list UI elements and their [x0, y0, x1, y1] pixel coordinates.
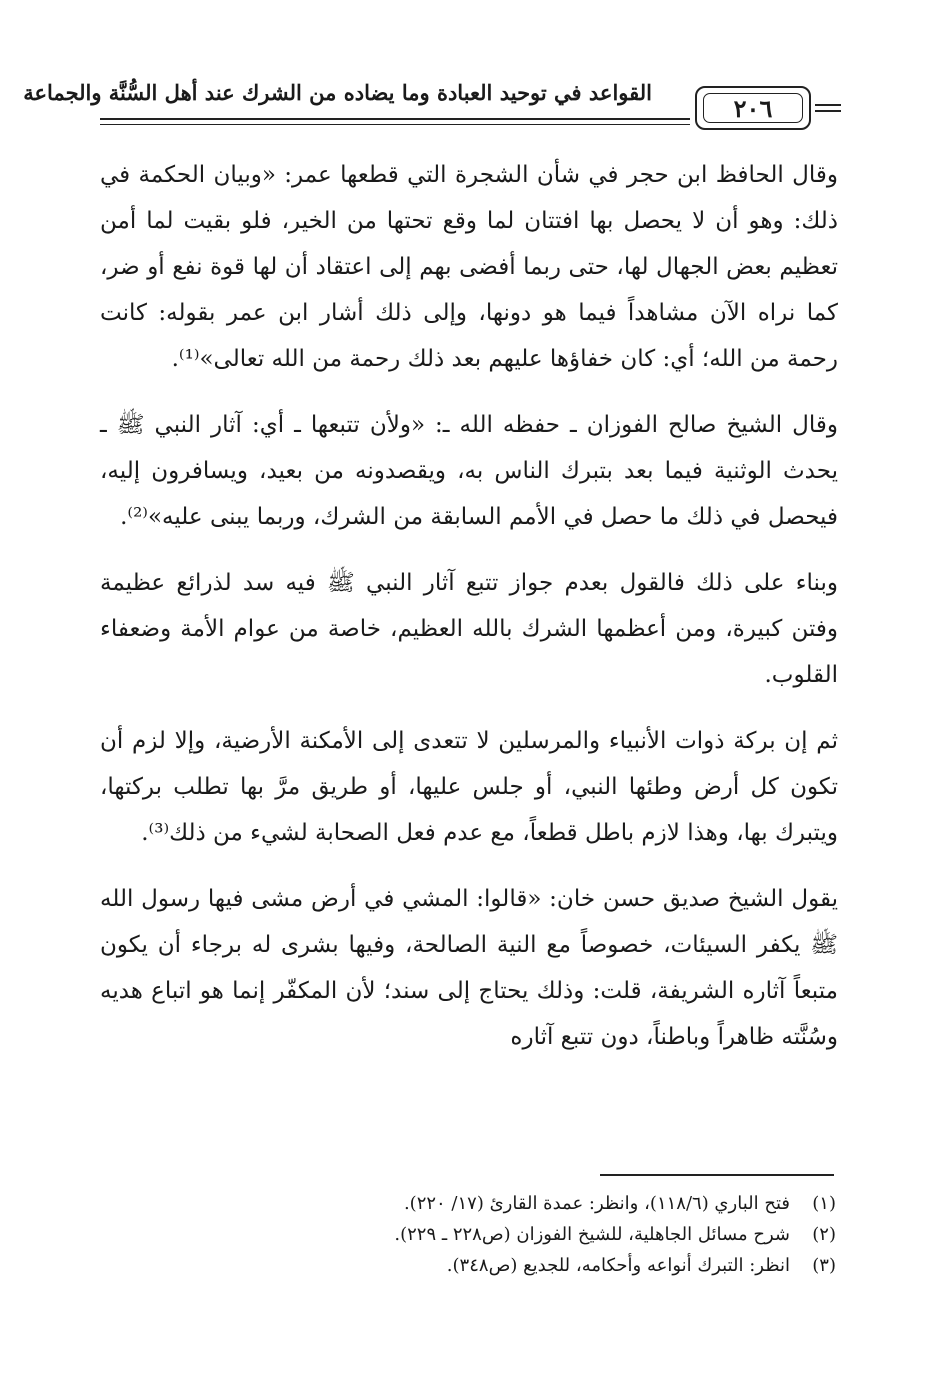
paragraph-ibn-hajar: وقال الحافظ ابن حجر في شأن الشجرة التي قطعها عمر: «وبيان الحكمة في ذلك: وهو أن لا يحصل بها افتتان لما وقع تحتها من الخير، فلو بقيت لما أمن تعظيم بعض الجهال لها، حتى ربما أفضى بهم إلى اعتقاد أن لها قوة نفع أو ضر، كما نراه الآن مشاهداً فيما هو دونها، وإلى ذلك أشار ابن عمر بقوله: كانت رحمة من الله؛ أي: كان خفاؤها عليهم بعد ذلك رحمة من الله تعالى»⁽¹⁾.: [100, 162, 838, 372]
header-rule: [100, 118, 690, 120]
footnote-text: انظر: التبرك أنواعه وأحكامه، للجديع (ص٣٤٨).: [446, 1255, 790, 1276]
footnote-separator: [600, 1174, 834, 1176]
running-header-title: القواعد في توحيد العبادة وما يضاده من الشرك عند أهل السُّنَّة والجماعة: [23, 80, 652, 105]
footnote-number: (٢): [812, 1224, 836, 1245]
paragraph-siddiq-hasan-khan: يقول الشيخ صديق حسن خان: «قالوا: المشي في أرض مشى فيها رسول الله ﷺ يكفر السيئات، خصوصاً مع النية الصالحة، وفيها بشرى له برجاء أن يكون متبعاً آثاره الشريفة، قلت: وذلك يحتاج إلى سند؛ لأن المكفّر إنما هو اتباع هديه وسُنَّته ظاهراً وباطناً، دون تتبع آثاره: [100, 886, 838, 1050]
footnote-item: [180, 1219, 836, 1250]
page-number-frame: [695, 86, 811, 130]
page-number: ٢٠٦: [733, 93, 773, 123]
footnote-item: [180, 1250, 836, 1281]
paragraph-fawzan: وقال الشيخ صالح الفوزان ـ حفظه الله ـ: «ولأن تتبعها ـ أي: آثار النبي ﷺ ـ يحدث الوثنية فيما بعد بتبرك الناس به، ويقصدونه من بعيد، ويسافرون إليه، فيحصل في ذلك ما حصل في الأمم السابقة من الشرك، وربما يبنى عليه»⁽²⁾.: [100, 412, 838, 530]
footnote-item: [180, 1188, 836, 1219]
header-ornament-line: [815, 110, 841, 112]
footnote-number: (٣): [812, 1255, 836, 1276]
footnote-text: شرح مسائل الجاهلية، للشيخ الفوزان (ص٢٢٨ ـ ٢٢٩).: [394, 1224, 790, 1245]
footnotes: [180, 1188, 836, 1281]
paragraph-blessing: ثم إن بركة ذوات الأنبياء والمرسلين لا تتعدى إلى الأمكنة الأرضية، وإلا لزم أن تكون كل أرض وطئها النبي، أو جلس عليها، أو طريق مرَّ بها تطلب بركتها، ويتبرك بها، وهذا لازم باطل قطعاً، مع عدم فعل الصحابة لشيء من ذلك⁽³⁾.: [100, 728, 838, 846]
header-rule: [100, 124, 690, 125]
footnote-number: (١): [812, 1193, 836, 1214]
paragraph-conclusion: وبناء على ذلك فالقول بعدم جواز تتبع آثار النبي ﷺ فيه سد لذرائع عظيمة وفتن كبيرة، ومن أعظمها الشرك بالله العظيم، خاصة من عوام الأمة وضعفاء القلوب.: [100, 570, 838, 688]
footnote-text: فتح الباري (١١٨/٦)، وانظر: عمدة القارئ (١٧/ ٢٢٠).: [403, 1193, 790, 1214]
body-text: [100, 152, 838, 1060]
header-ornament-line: [815, 104, 841, 106]
